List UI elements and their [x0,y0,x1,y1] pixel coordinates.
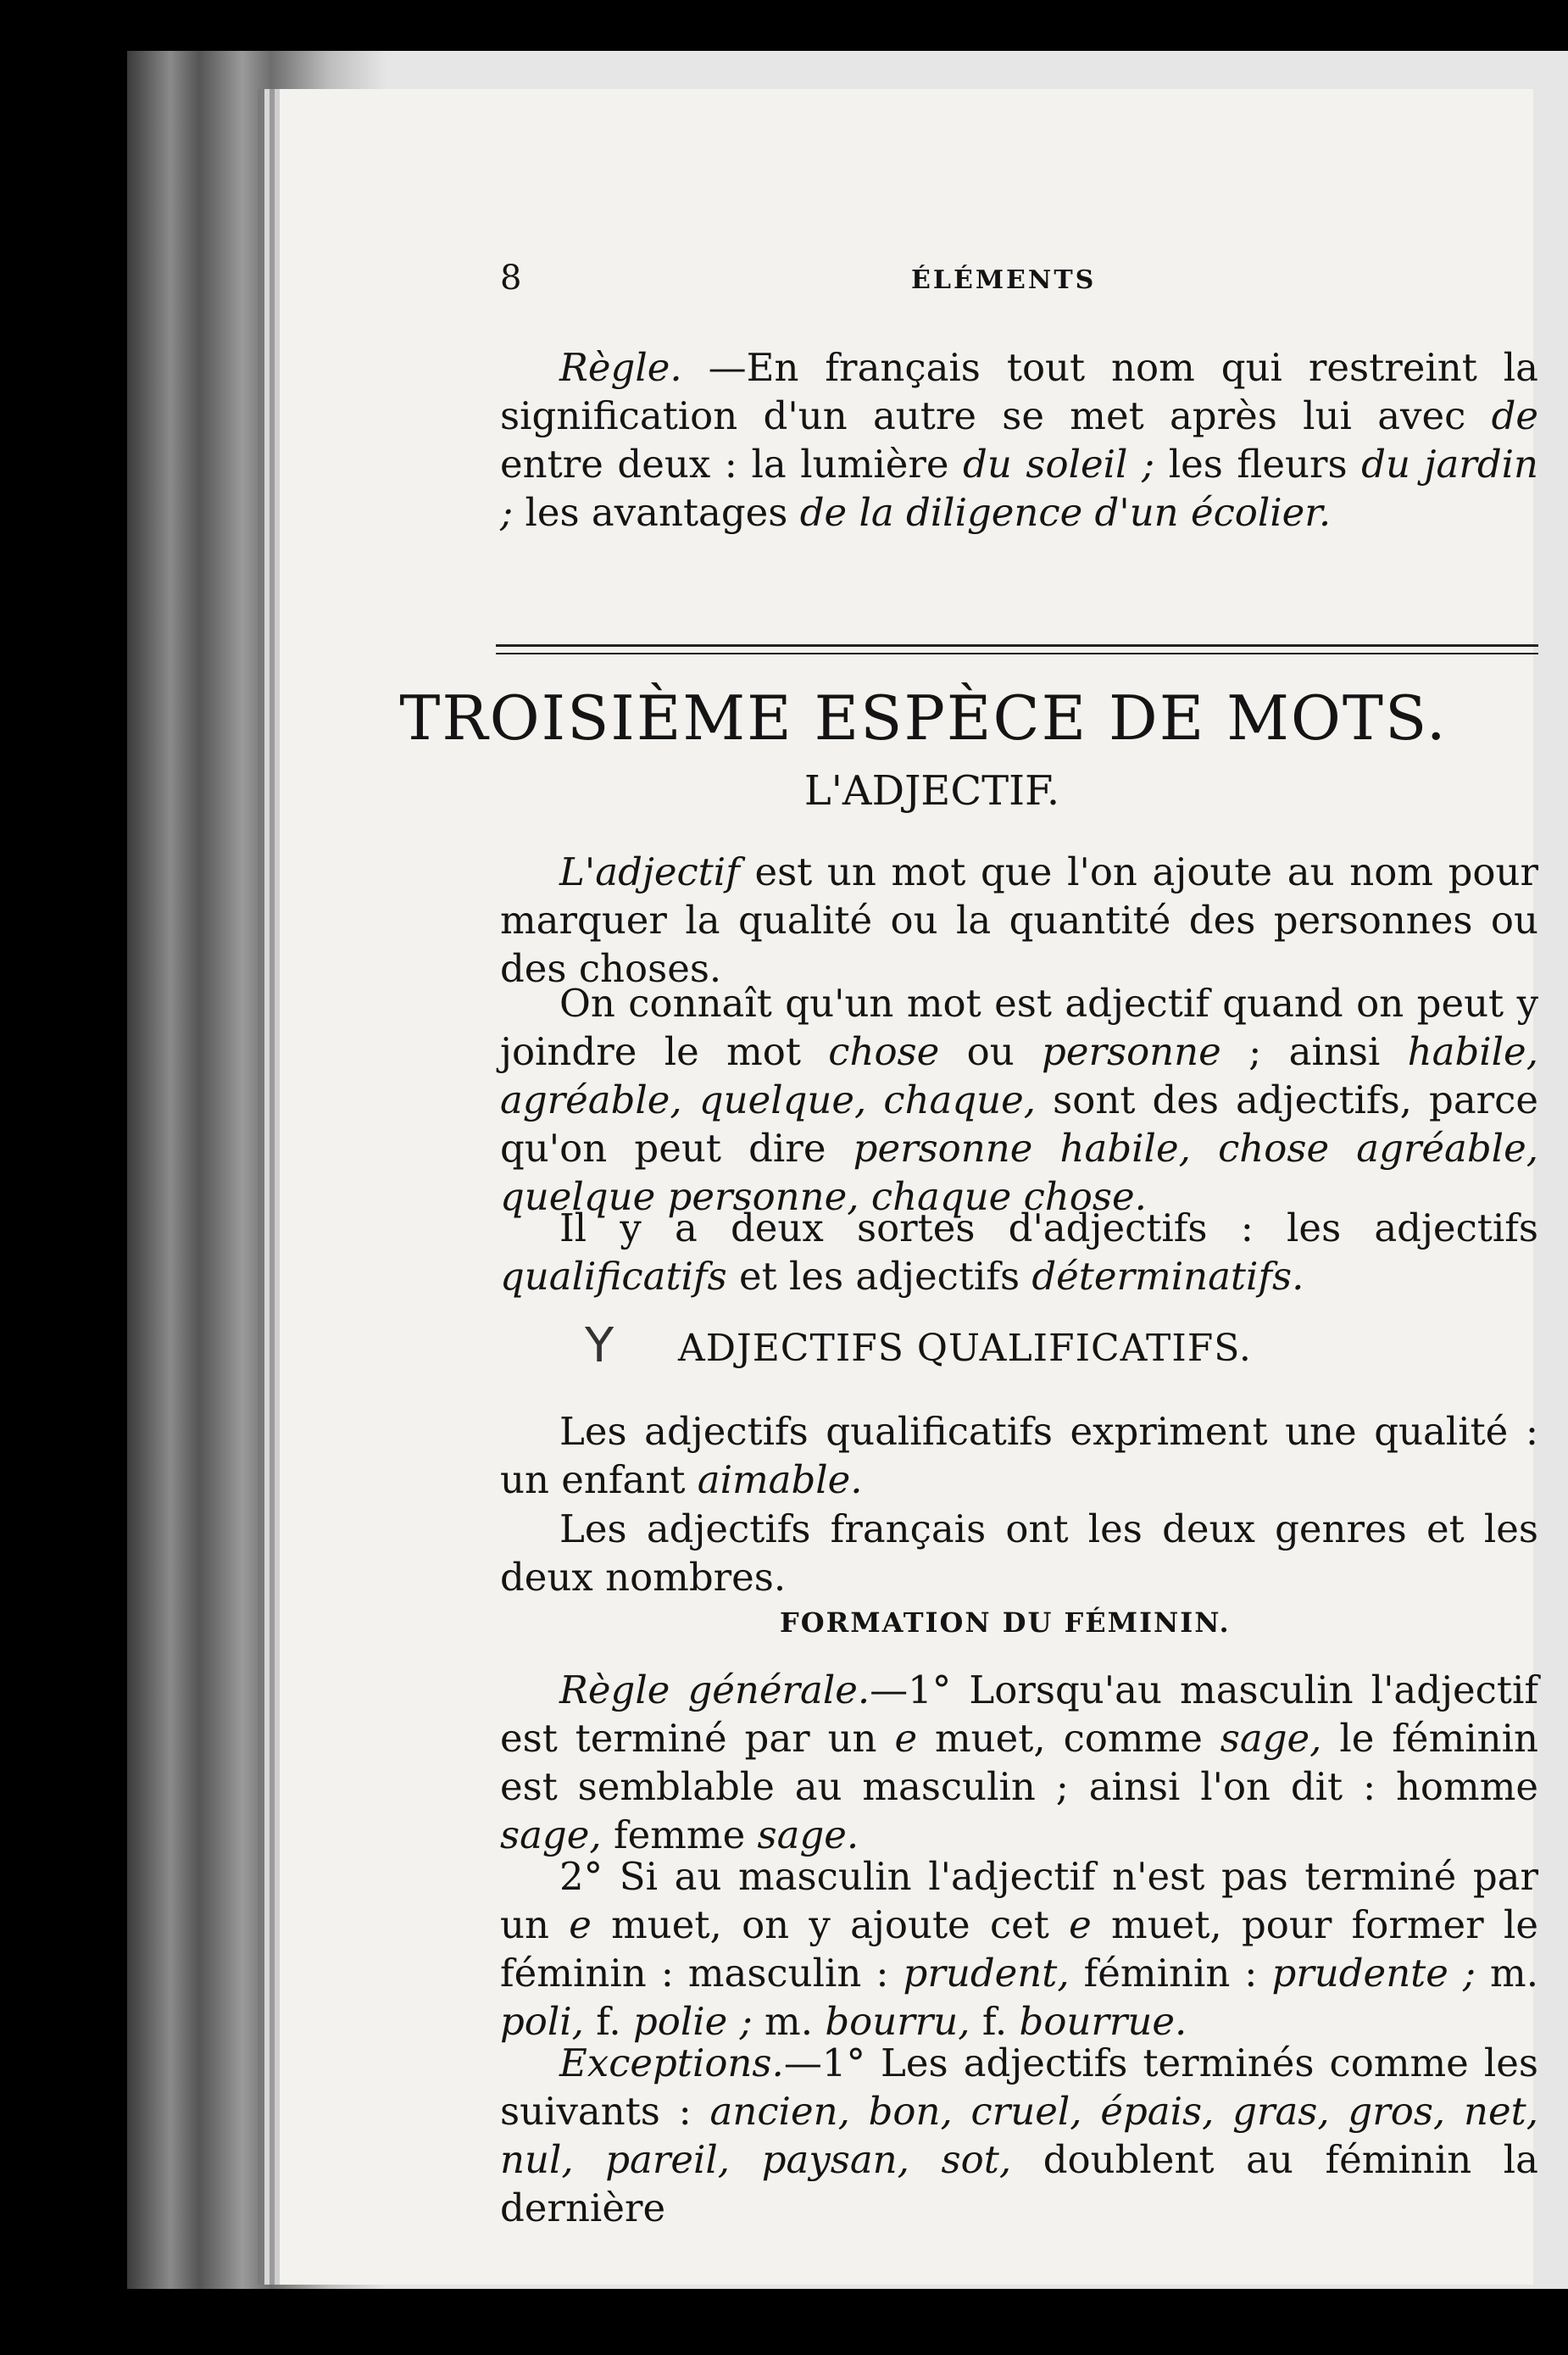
rule-label: Règle. [559,345,682,390]
qualificatifs-heading: ADJECTIFS QUALIFICATIFS. [678,1327,1252,1370]
book-page [280,89,1539,2285]
running-title: ÉLÉMENTS [911,265,1097,295]
section-heading: TROISIÈME ESPÈCE DE MOTS. [399,682,1448,754]
exceptions-paragraph: Exceptions.—1° Les adjectifs terminés comme les suivants : ancien, bon, cruel, épais, gras, gros, net, nul, pareil, paysan, sot, doublent au féminin la dernière [500,2040,1539,2230]
double-rule-top [496,644,1538,647]
qualificatifs-paragraph-1: Les adjectifs qualificatifs expriment une qualité : un enfant aimable. [500,1409,1538,1502]
general-rule-paragraph: Règle générale.—1° Lorsqu'au masculin l'adjectif est terminé par un e muet, comme sage, le féminin est semblable au masculin ; ainsi l'on dit : homme sage, femme sage. [500,1667,1538,1857]
feminine-heading: FORMATION DU FÉMININ. [780,1606,1231,1639]
recognition-paragraph: On connaît qu'un mot est adjectif quand on peut y joindre le mot chose ou personne ; ainsi habile, agréable, quelque, chaque, sont des adjectifs, parce qu'on peut dire personne habile, chose agréable, quelque personne, chaque chose. [500,981,1538,1219]
definition-paragraph: L'adjectif est un mot que l'on ajoute au nom pour marquer la qualité ou la quantité des personnes ou des choses. [500,849,1538,991]
sorts-paragraph: Il y a deux sortes d'adjectifs : les adjectifs qualificatifs et les adjectifs déterminatifs. [500,1205,1538,1299]
margin-mark: Y [585,1318,614,1373]
rule-paragraph: Règle. —En français tout nom qui restreint la signification d'un autre se met après lui avec de entre deux : la lumière du soleil ; les fleurs du jardin ; les avantages de la diligence d'un écolier. [500,345,1538,535]
double-rule-bottom [496,653,1538,654]
second-rule-paragraph: 2° Si au masculin l'adjectif n'est pas terminé par un e muet, on y ajoute cet e muet, pour former le féminin : masculin : prudent, féminin : prudente ; m. poli, f. polie ; m. bourru, f. bourrue. [500,1854,1539,2044]
subsection-heading: L'ADJECTIF. [803,767,1060,815]
page-number: 8 [500,259,522,298]
qualificatifs-paragraph-2: Les adjectifs français ont les deux genres et les deux nombres. [500,1506,1538,1600]
